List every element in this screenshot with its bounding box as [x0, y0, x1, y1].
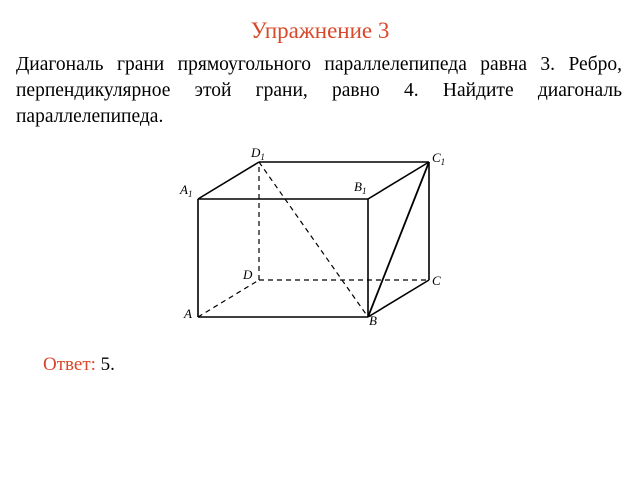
label-B1: $B_1$ — [354, 179, 367, 196]
answer-label: Ответ: — [43, 354, 96, 375]
answer-value: 5. — [100, 354, 115, 375]
problem-statement: Диагональ грани прямоугольного параллелепипеда равна 3. Ребро, перпендикулярное этой грани, равно 4. Найдите диагональ параллелепипеда. — [16, 54, 622, 127]
slide-title: Упражнение 3 — [250, 18, 390, 43]
label-C1: $C_1$ — [432, 150, 446, 167]
label-A1: $A_1$ — [180, 182, 193, 199]
label-C: C — [432, 273, 441, 288]
label-A: A — [184, 306, 192, 321]
answer-line — [43, 354, 115, 376]
label-D1: $D_1$ — [251, 145, 265, 162]
label-B: B — [369, 313, 377, 328]
face-diagonal-B-C1 — [368, 162, 429, 317]
edge-B-C — [368, 280, 429, 317]
hidden-edge-A-D — [198, 280, 259, 317]
edge-B1-C1 — [368, 162, 429, 199]
label-D: D — [243, 267, 253, 282]
space-diagonal-D1-B — [259, 162, 368, 317]
edge-A1-D1 — [198, 162, 259, 199]
